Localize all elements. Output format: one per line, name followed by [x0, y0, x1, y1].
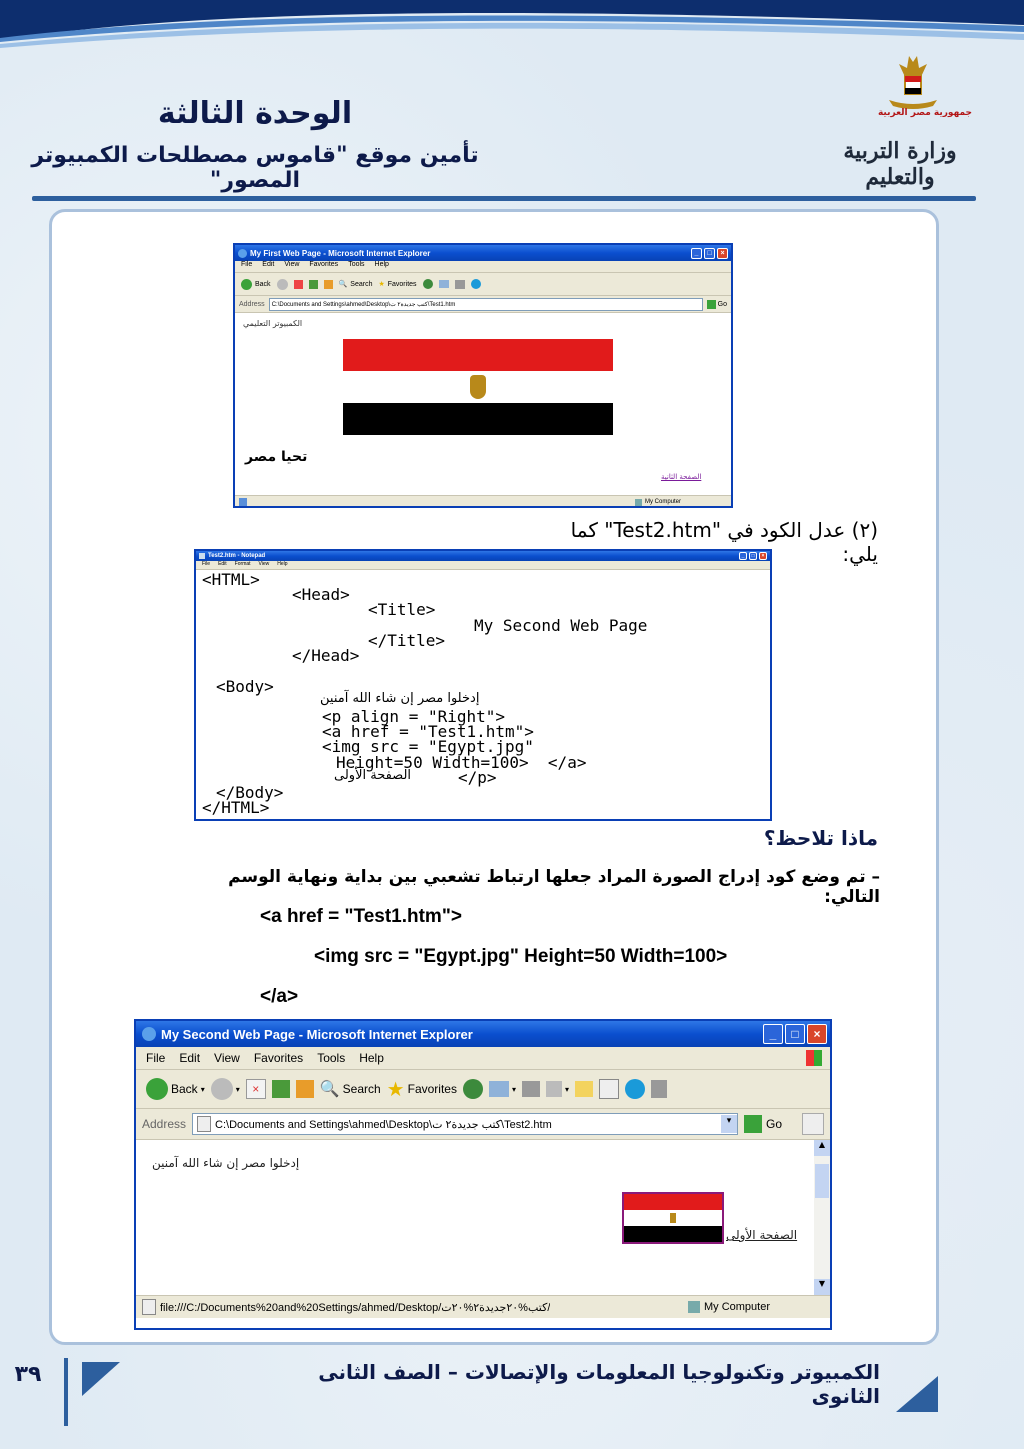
- refresh-icon: [309, 280, 318, 289]
- notepad-title: Test2.htm - Notepad: [208, 553, 266, 559]
- code-snippet-a-close: </a>: [260, 986, 299, 1007]
- stop-icon: ×: [246, 1079, 266, 1099]
- address-input[interactable]: C:\Documents and Settings\ahmed\Desktop\كتب جديدة٢ ت\Test1.htm: [269, 298, 703, 311]
- go-arrow-icon: [744, 1115, 762, 1133]
- flag-white-stripe: [343, 371, 613, 403]
- edit-button[interactable]: [546, 1081, 569, 1097]
- search-button[interactable]: 🔍 Search: [319, 1081, 381, 1098]
- computer-icon: [688, 1301, 700, 1313]
- go-button[interactable]: Go: [707, 300, 727, 309]
- notepad-close-button[interactable]: ×: [759, 552, 767, 560]
- minimize-button[interactable]: _: [763, 1024, 783, 1044]
- history-button[interactable]: [423, 279, 433, 289]
- forward-button[interactable]: [277, 279, 288, 290]
- star-icon: ★: [378, 281, 385, 288]
- menu-file[interactable]: File: [241, 261, 253, 268]
- footer-right-corner: [896, 1376, 938, 1412]
- code-line: <p align = "Right">: [322, 707, 506, 726]
- scroll-down-button[interactable]: ▼: [814, 1279, 830, 1295]
- code-line: My Second Web Page: [474, 616, 648, 635]
- flag-red-stripe: [624, 1194, 722, 1210]
- skype-button[interactable]: [471, 279, 481, 289]
- status-zone: My Computer: [635, 499, 681, 506]
- menu-edit[interactable]: Edit: [179, 1051, 201, 1065]
- status-zone: My Computer: [688, 1301, 770, 1313]
- chevron-down-icon: ▾: [511, 1084, 516, 1094]
- code-line-arabic: إدخلوا مصر إن شاء الله آمنين: [320, 691, 480, 706]
- menu-view[interactable]: View: [214, 1051, 240, 1065]
- code-line: </p>: [458, 768, 497, 787]
- notepad-window: [194, 549, 772, 821]
- code-line: <Title>: [368, 600, 436, 619]
- folder-icon: [575, 1081, 593, 1097]
- menu-help[interactable]: Help: [374, 261, 389, 268]
- notice-heading: ماذا تلاحظ؟: [763, 826, 878, 850]
- back-arrow-icon: [241, 279, 252, 290]
- back-arrow-icon: [146, 1078, 168, 1100]
- forward-button[interactable]: [211, 1078, 240, 1100]
- code-line: </Body>: [216, 783, 284, 802]
- chevron-down-icon: ▾: [200, 1084, 205, 1094]
- notepad-minimize-button[interactable]: _: [739, 552, 747, 560]
- flag-caption: تحيا مصر: [245, 449, 308, 465]
- close-button[interactable]: ×: [717, 248, 728, 259]
- favorites-button[interactable]: ★ Favorites: [378, 280, 417, 288]
- ie-icon: [142, 1027, 156, 1041]
- ie-icon: [238, 249, 247, 258]
- research-button[interactable]: [599, 1079, 619, 1099]
- extra-button[interactable]: [651, 1080, 667, 1098]
- notepad-menu-file[interactable]: File: [202, 561, 211, 567]
- page-done-icon: [239, 498, 247, 506]
- history-button[interactable]: [463, 1079, 483, 1099]
- skype-icon: [625, 1079, 645, 1099]
- address-label: Address: [239, 300, 265, 308]
- address-dropdown-icon[interactable]: ▾: [721, 1115, 737, 1133]
- status-bar: [235, 495, 731, 508]
- footer-left-corner: [82, 1362, 122, 1398]
- notepad-text-area[interactable]: [196, 570, 770, 820]
- footer-text: الكمبيوتر وتكنولوجيا المعلومات والإتصالات – الصف الثانى الثانوى: [318, 1360, 880, 1408]
- corner-decoration-icon: [896, 1376, 938, 1412]
- stop-icon: [294, 280, 303, 289]
- menu-favorites[interactable]: Favorites: [309, 261, 339, 268]
- page-viewport: [235, 313, 731, 495]
- chevron-down-icon: ▾: [235, 1084, 240, 1094]
- star-icon: ★: [386, 1078, 405, 1101]
- ministry-name: وزارة التربية والتعليم: [843, 138, 957, 190]
- eagle-icon: [470, 375, 486, 399]
- print-button[interactable]: [522, 1081, 540, 1097]
- notepad-menu-view[interactable]: View: [258, 561, 270, 567]
- forward-arrow-icon: [277, 279, 288, 290]
- search-button[interactable]: 🔍 Search: [338, 280, 373, 288]
- notepad-titlebar[interactable]: [196, 551, 770, 561]
- refresh-icon: [272, 1080, 290, 1098]
- skype-icon: [471, 279, 481, 289]
- lesson-title: تأمين موقع "قاموس مصطلحات الكمبيوتر المصور": [31, 143, 479, 193]
- notice-bullet: – تم وضع كود إدراج الصورة المراد جعلها ارتباط تشعبي بين بداية ونهاية الوسم التالي:: [228, 867, 880, 907]
- address-bar: [235, 296, 731, 313]
- search-icon: 🔍: [319, 1081, 340, 1098]
- close-button[interactable]: ×: [807, 1024, 827, 1044]
- code-line: <HTML>: [202, 570, 260, 589]
- step-2-caption: (٢) عدل الكود في "Test2.htm" كما يلي:: [570, 518, 878, 566]
- menu-view[interactable]: View: [284, 261, 300, 268]
- notepad-menu-bar: [196, 561, 770, 570]
- egypt-flag-image[interactable]: [343, 339, 613, 435]
- page-viewport: [136, 1140, 830, 1295]
- refresh-button[interactable]: [309, 280, 318, 289]
- status-bar: [136, 1295, 830, 1318]
- eagle-icon: [670, 1213, 676, 1223]
- code-line: Height=50 Width=100> </a>: [336, 753, 587, 772]
- code-line: </HTML>: [202, 798, 270, 817]
- window-title: My First Web Page - Microsoft Internet Explorer: [250, 248, 431, 258]
- flag-black-stripe: [624, 1226, 722, 1242]
- toolbar: [235, 273, 731, 296]
- notepad-maximize-button[interactable]: □: [749, 552, 757, 560]
- go-button[interactable]: Go: [744, 1115, 782, 1133]
- mail-button[interactable]: [439, 280, 449, 288]
- messenger-button[interactable]: [575, 1081, 593, 1097]
- stop-button[interactable]: [246, 1079, 266, 1099]
- stop-button[interactable]: [294, 280, 303, 289]
- code-line: <img src = "Egypt.jpg": [322, 737, 534, 756]
- history-icon: [423, 279, 433, 289]
- address-bar: [136, 1109, 830, 1140]
- history-icon: [463, 1079, 483, 1099]
- status-url: file:///C:/Documents%20and%20Settings/ahmed/Desktop/كتب%٢٠جديدة٢%٢٠ت/: [160, 1301, 551, 1314]
- minimize-button[interactable]: _: [691, 248, 702, 259]
- notepad-icon: [199, 553, 205, 559]
- notepad-menu-format[interactable]: Format: [234, 561, 251, 567]
- skype-button[interactable]: [625, 1079, 645, 1099]
- maximize-button[interactable]: □: [785, 1024, 805, 1044]
- menu-tools[interactable]: Tools: [317, 1051, 346, 1065]
- page-heading: الكمبيوتر التعليمي: [243, 319, 303, 328]
- code-line-arabic: الصفحة الأولى: [334, 768, 412, 783]
- code-line: <a href = "Test1.htm">: [322, 722, 534, 741]
- refresh-button[interactable]: [272, 1080, 290, 1098]
- search-icon: 🔍: [338, 281, 348, 288]
- scroll-thumb[interactable]: [815, 1164, 829, 1198]
- window-titlebar[interactable]: [235, 245, 731, 261]
- window-title: My Second Web Page - Microsoft Internet Explorer: [161, 1026, 473, 1042]
- tool-icon: [651, 1080, 667, 1098]
- notepad-menu-help[interactable]: Help: [277, 561, 288, 567]
- unit-title: الوحدة الثالثة: [157, 96, 353, 131]
- print-icon: [522, 1081, 540, 1097]
- code-line: </Title>: [368, 631, 446, 650]
- second-page-link[interactable]: الصفحة الثانية: [661, 473, 702, 481]
- flag-red-stripe: [343, 339, 613, 371]
- page-number: ٣٩: [14, 1362, 42, 1387]
- egypt-flag-link-image[interactable]: [622, 1192, 724, 1244]
- footer-divider-vertical: [64, 1358, 68, 1426]
- page-icon: [197, 1116, 211, 1132]
- first-page-link[interactable]: الصفحة الأولى: [726, 1228, 798, 1242]
- home-icon: [296, 1080, 314, 1098]
- research-icon: [599, 1079, 619, 1099]
- menu-tools[interactable]: Tools: [348, 261, 365, 268]
- mail-button[interactable]: [489, 1081, 516, 1097]
- favorites-button[interactable]: ★ Favorites: [386, 1078, 457, 1101]
- code-line: </Head>: [292, 646, 360, 665]
- code-snippet-a-open: <a href = "Test1.htm">: [260, 906, 462, 927]
- code-snippet-img: <img src = "Egypt.jpg" Height=50 Width=100>: [314, 946, 728, 967]
- computer-icon: [635, 499, 642, 506]
- edit-icon: [546, 1081, 562, 1097]
- corner-decoration-icon: [82, 1362, 122, 1398]
- mail-icon: [489, 1081, 509, 1097]
- menu-favorites[interactable]: Favorites: [253, 1051, 304, 1065]
- links-icon[interactable]: [802, 1113, 824, 1135]
- maximize-button[interactable]: □: [704, 248, 715, 259]
- page-text: إدخلوا مصر إن شاء الله آمنين: [152, 1156, 300, 1170]
- ie-window-second-page: [134, 1019, 832, 1330]
- menu-bar: [136, 1047, 830, 1070]
- flag-white-stripe: [624, 1210, 722, 1226]
- forward-arrow-icon: [211, 1078, 233, 1100]
- address-input[interactable]: C:\Documents and Settings\ahmed\Desktop\كتب جديدة٢ ت\Test2.htm ▾: [192, 1113, 738, 1135]
- windows-logo-icon: [806, 1050, 822, 1066]
- window-titlebar[interactable]: [136, 1021, 830, 1047]
- scroll-up-button[interactable]: ▲: [814, 1140, 830, 1156]
- vertical-scrollbar[interactable]: [814, 1140, 830, 1295]
- print-button[interactable]: [455, 280, 465, 289]
- menu-edit[interactable]: Edit: [262, 261, 275, 268]
- menu-file[interactable]: File: [146, 1051, 166, 1065]
- flag-black-stripe: [343, 403, 613, 435]
- header-divider: [32, 196, 976, 201]
- back-button[interactable]: Back: [241, 279, 271, 290]
- home-icon: [324, 280, 333, 289]
- menu-bar: [235, 261, 731, 273]
- print-icon: [455, 280, 465, 289]
- menu-help[interactable]: Help: [359, 1051, 384, 1065]
- toolbar: [136, 1070, 830, 1109]
- notepad-menu-edit[interactable]: Edit: [218, 561, 227, 567]
- code-line: <Body>: [216, 677, 274, 696]
- go-arrow-icon: [707, 300, 716, 309]
- home-button[interactable]: [296, 1080, 314, 1098]
- code-line: <Head>: [292, 585, 350, 604]
- republic-label: جمهورية مصر العربية: [877, 108, 973, 118]
- chevron-down-icon: ▾: [564, 1084, 569, 1094]
- page-icon: [142, 1299, 156, 1315]
- ie-window-first-page: [233, 243, 733, 508]
- home-button[interactable]: [324, 280, 333, 289]
- back-button[interactable]: Back ▾: [146, 1078, 205, 1100]
- mail-icon: [439, 280, 449, 288]
- address-label: Address: [142, 1117, 187, 1131]
